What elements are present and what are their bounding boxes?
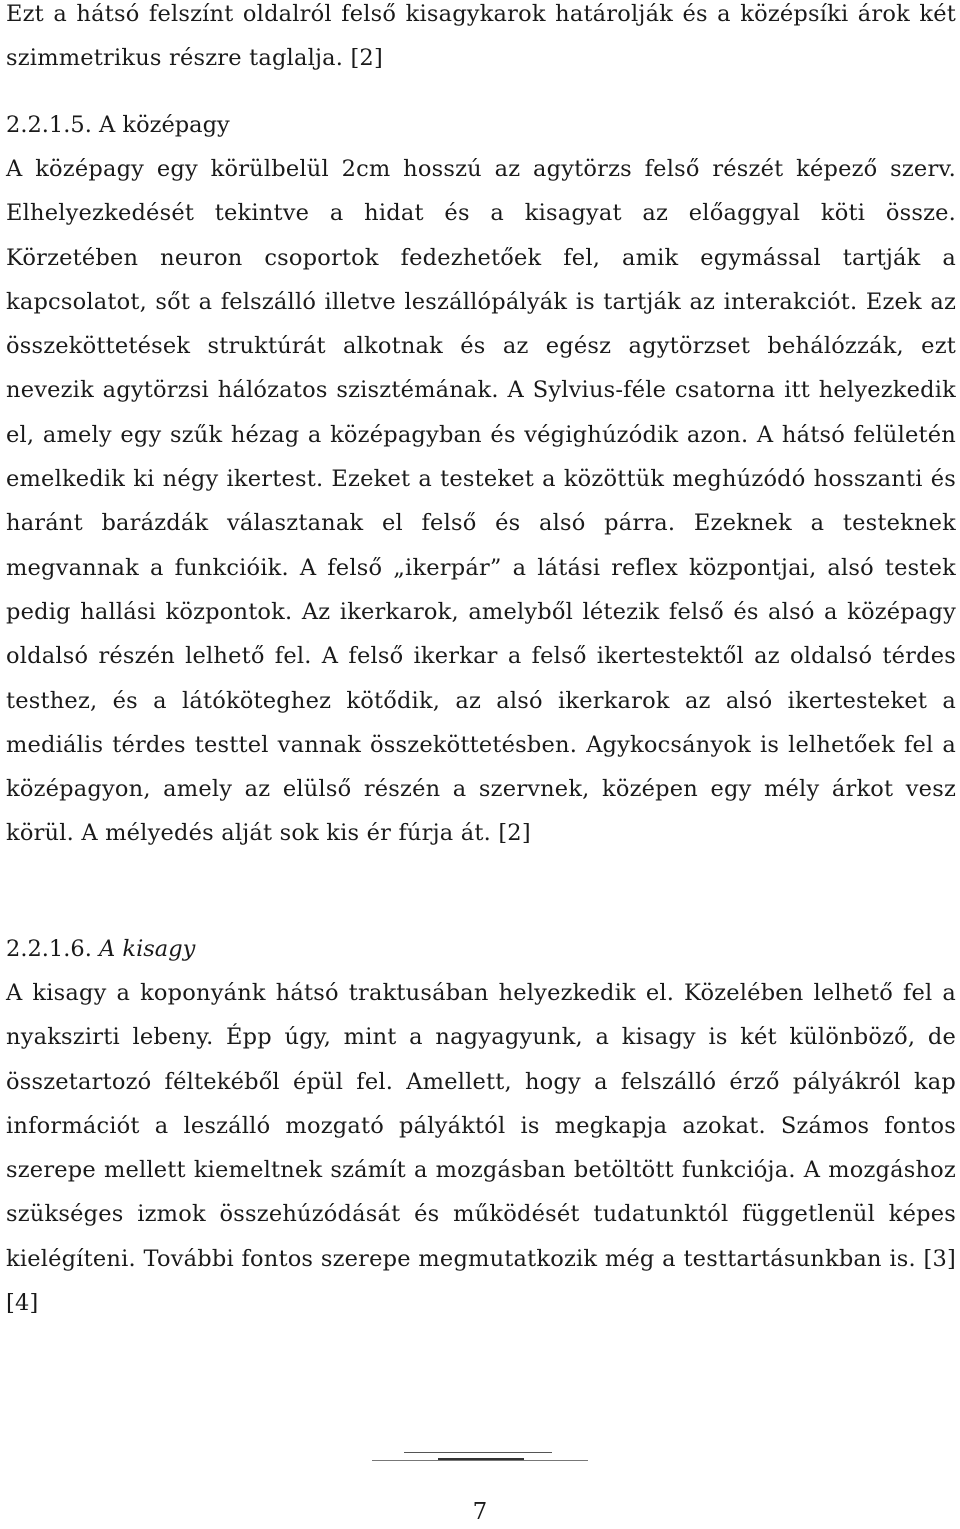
footer-divider: [404, 1452, 552, 1453]
section-heading-midbrain: [6, 103, 230, 147]
paragraph-cerebellum: A kisagy a koponyánk hátsó traktusában helyezkedik el. Közelében lelhető fel a nyakszirti lebeny. Épp úgy, mint a nagyagyunk, a kisagy is két különböző, de összetartozó féltekéből épül fel. Amellett, hogy a felszálló érző pályákról kap információt a leszálló mozgató pályáktól is megkapja azokat. Számos fontos szerepe mellett kiemeltnek számít a mozgásban betöltött funkciója. A mozgáshoz szükséges izmok összehúzódását és működését tudatunktól függetlenül képes kielégíteni. További fontos szerepe megmutatkozik még a testtartásunkban is. [3] [4]: [6, 980, 956, 1317]
section-title: A kisagy: [99, 936, 196, 962]
footer-divider: [372, 1460, 588, 1461]
paragraph-dorsal-surface: Ezt a hátsó felszínt oldalról felső kisagykarok határolják és a középsíki árok két szimmetrikus részre taglalja. [2]: [6, 1, 956, 72]
section-number: 2.2.1.6.: [6, 936, 92, 962]
section-heading-cerebellum: [6, 927, 195, 971]
page-number: 7: [472, 1499, 488, 1525]
section-number: 2.2.1.5.: [6, 112, 92, 138]
paragraph-midbrain: A középagy egy körülbelül 2cm hosszú az agytörzs felső részét képező szerv. Elhelyezkedését tekintve a hidat és a kisagyat az előaggyal köti össze. Körzetében neuron csoportok fedezhetőek fel, amik egymással tartják a kapcsolatot, sőt a felszálló illetve leszállópályák is tartják az interakciót. Ezek az összeköttetések struktúrát alkotnak és az egész agytörzset behálózzák, ezt nevezik agytörzsi hálózatos szisztémának. A Sylvius-féle csatorna itt helyezkedik el, amely egy szűk hézag a középagyban és végighúzódik azon. A hátsó felületén emelkedik ki négy ikertest. Ezeket a testeket a közöttük meghúzódó hosszanti és haránt barázdák választanak el felső és alsó párra. Ezeknek a testeknek megvannak a funkcióik. A felső „ikerpár” a látási reflex központjai, alsó testek pedig hallási központok. Az ikerkarok, amelyből létezik felső és alsó a középagy oldalsó részén lelhető fel. A felső ikerkar a felső ikertestektől az oldalsó térdes testhez, és a látóköteghez kötődik, az alsó ikerkarok az alsó ikertesteket a mediális térdes testtel vannak összeköttetésben. Agykocsányok is lelhetőek fel a középagyon, amely az elülső részén a szervnek, középen egy mély árkot vesz körül. A mélyedés alját sok kis ér fúrja át. [2]: [6, 156, 956, 847]
section-title: A középagy: [99, 112, 230, 138]
